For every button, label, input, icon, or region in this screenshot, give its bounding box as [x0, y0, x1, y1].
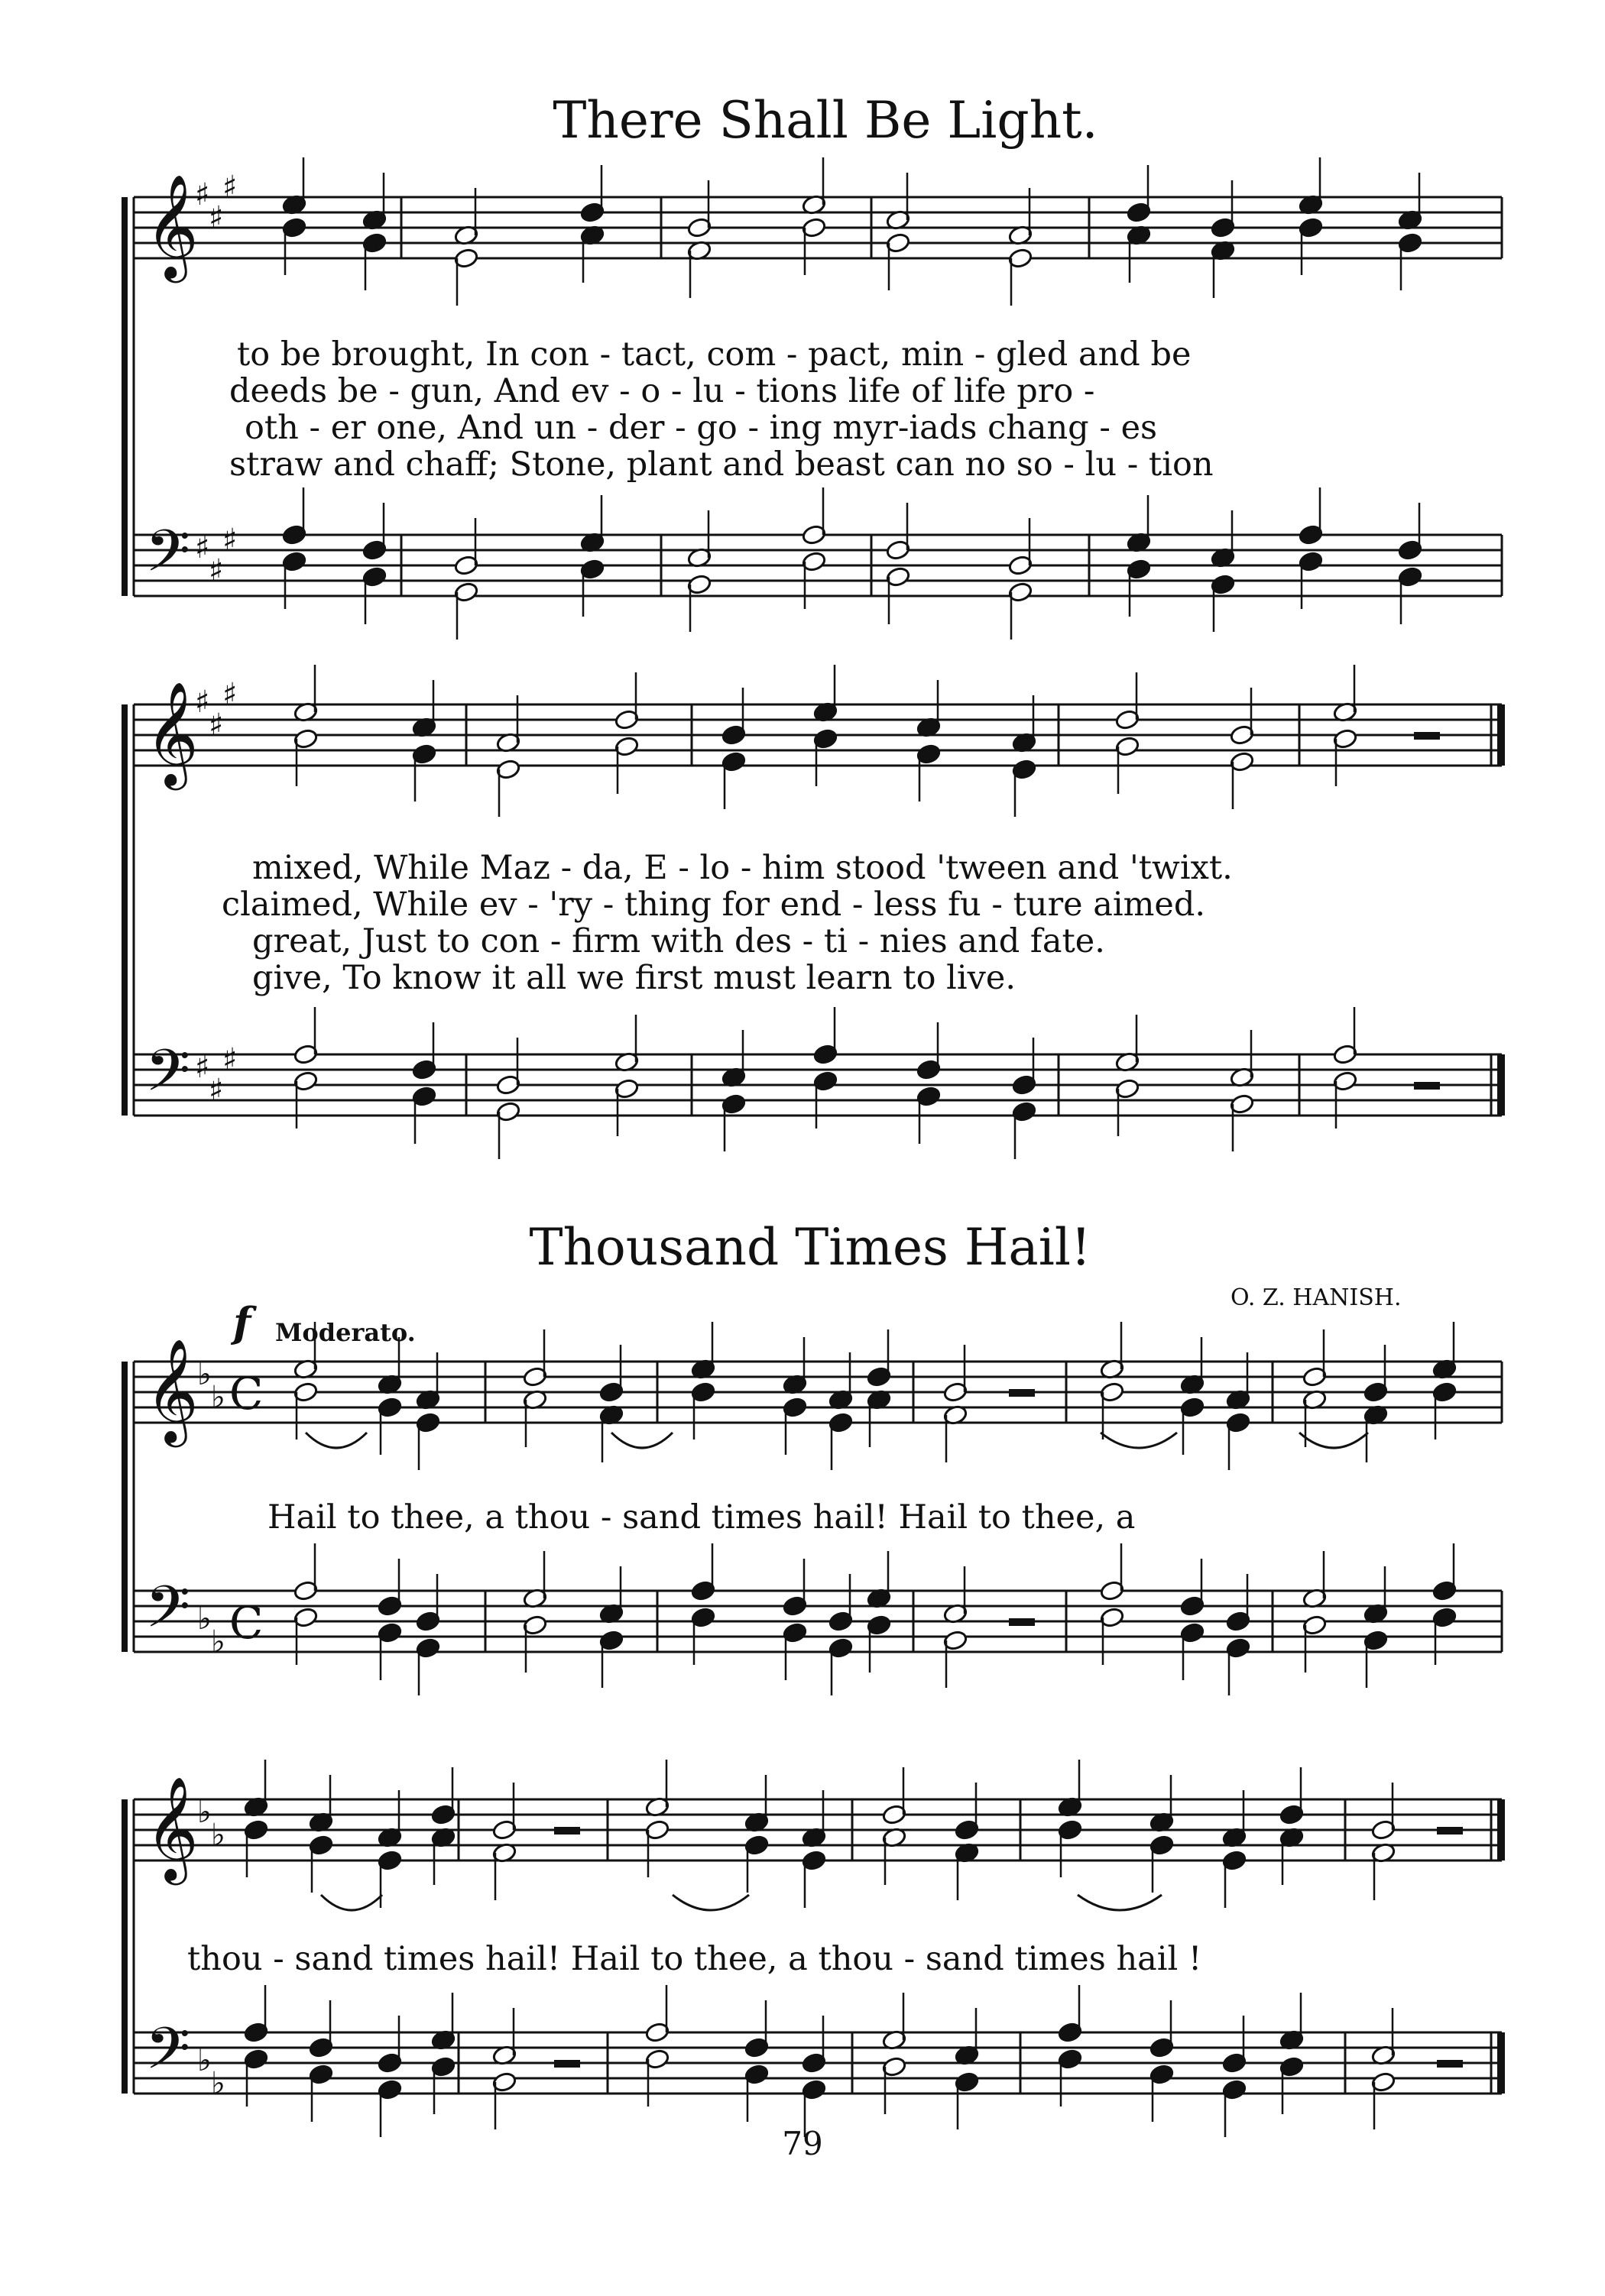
lyric-line: to be brought, In con - tact, com - pact, min - gled and be	[237, 335, 1192, 374]
flat-sign: ♭	[211, 2066, 225, 2101]
half-rest	[554, 1827, 580, 1835]
half-rest	[1414, 732, 1440, 740]
flat-sign: ♭	[197, 1601, 212, 1637]
flat-sign: ♭	[211, 1818, 225, 1853]
treble-clef: 𝄞	[145, 1337, 199, 1443]
lyric-line: claimed, While ev - 'ry - thing for end - less fu - ture aimed.	[222, 886, 1206, 924]
lyric-line: deeds be - gun, And ev - o - lu - tions life of life pro -	[229, 372, 1095, 410]
flat-sign: ♭	[211, 1624, 225, 1660]
final-barline-thick	[1497, 704, 1505, 766]
sharp-sign: ♯	[195, 1050, 210, 1085]
treble-clef: 𝄞	[145, 1775, 199, 1880]
slur	[1101, 1433, 1177, 1448]
half-rest	[1437, 1827, 1463, 1835]
composer-credit: O. Z. HANISH.	[1230, 1284, 1402, 1311]
system-bracket	[122, 197, 128, 596]
sharp-sign: ♯	[209, 708, 224, 743]
hymn-title-1: There Shall Be Light.	[553, 91, 1098, 150]
sharp-sign: ♯	[209, 200, 224, 235]
sharp-sign: ♯	[222, 523, 238, 558]
common-time: C	[229, 1597, 264, 1649]
flat-sign: ♭	[197, 2043, 212, 2078]
lyric-line: straw and chaff; Stone, plant and beast can no so - lu - tion	[229, 445, 1214, 484]
slur	[673, 1895, 749, 1910]
slur	[306, 1433, 367, 1448]
lyric-line: mixed, While Maz - da, E - lo - him stood 'tween and 'twixt.	[252, 849, 1233, 887]
lyric-line: give, To know it all we first must learn to live.	[252, 959, 1016, 997]
half-rest	[554, 2060, 580, 2068]
half-rest	[1009, 1389, 1035, 1397]
bass-clef: 𝄢	[145, 1037, 191, 1119]
slur	[321, 1895, 382, 1910]
lyric-line: great, Just to con - firm with des - ti - nies and fate.	[252, 922, 1105, 960]
system-bracket	[122, 1362, 128, 1652]
lyric-line: thou - sand times hail! Hail to thee, a thou - sand times hail !	[187, 1940, 1202, 1978]
sharp-sign: ♯	[222, 677, 238, 712]
lyric-line: oth - er one, And un - der - go - ing myr-iads chang - es	[245, 409, 1158, 447]
half-rest	[1009, 1618, 1035, 1626]
hymn-title-2: Thousand Times Hail!	[529, 1218, 1091, 1277]
slur	[611, 1433, 673, 1448]
slur	[1299, 1433, 1368, 1448]
flat-sign: ♭	[197, 1357, 212, 1392]
sharp-sign: ♯	[209, 1073, 224, 1108]
final-barline-thick	[1497, 1054, 1505, 1116]
sharp-sign: ♯	[195, 530, 210, 565]
sharp-sign: ♯	[222, 1042, 238, 1077]
sharp-sign: ♯	[195, 685, 210, 720]
sharp-sign: ♯	[209, 553, 224, 588]
bass-clef: 𝄢	[145, 1573, 191, 1655]
treble-clef: 𝄞	[145, 173, 199, 278]
tempo-marking: Moderato.	[275, 1318, 416, 1347]
flat-sign: ♭	[211, 1380, 225, 1415]
slur	[1078, 1895, 1162, 1910]
final-barline-thick	[1497, 1799, 1505, 1860]
half-rest	[1437, 2060, 1463, 2068]
sharp-sign: ♯	[222, 170, 238, 205]
system-bracket	[122, 704, 128, 1116]
lyric-line: Hail to thee, a thou - sand times hail! Hail to thee, a	[268, 1498, 1136, 1537]
bass-clef: 𝄢	[145, 517, 191, 599]
dynamic-marking: f	[233, 1298, 251, 1347]
bass-clef: 𝄢	[145, 2015, 191, 2097]
flat-sign: ♭	[197, 1795, 212, 1830]
common-time: C	[229, 1368, 264, 1420]
final-barline-thick	[1497, 2032, 1505, 2094]
half-rest	[1414, 1082, 1440, 1090]
treble-clef: 𝄞	[145, 680, 199, 785]
page-number: 79	[782, 2125, 823, 2162]
sharp-sign: ♯	[195, 177, 210, 212]
system-bracket	[122, 1799, 128, 2094]
